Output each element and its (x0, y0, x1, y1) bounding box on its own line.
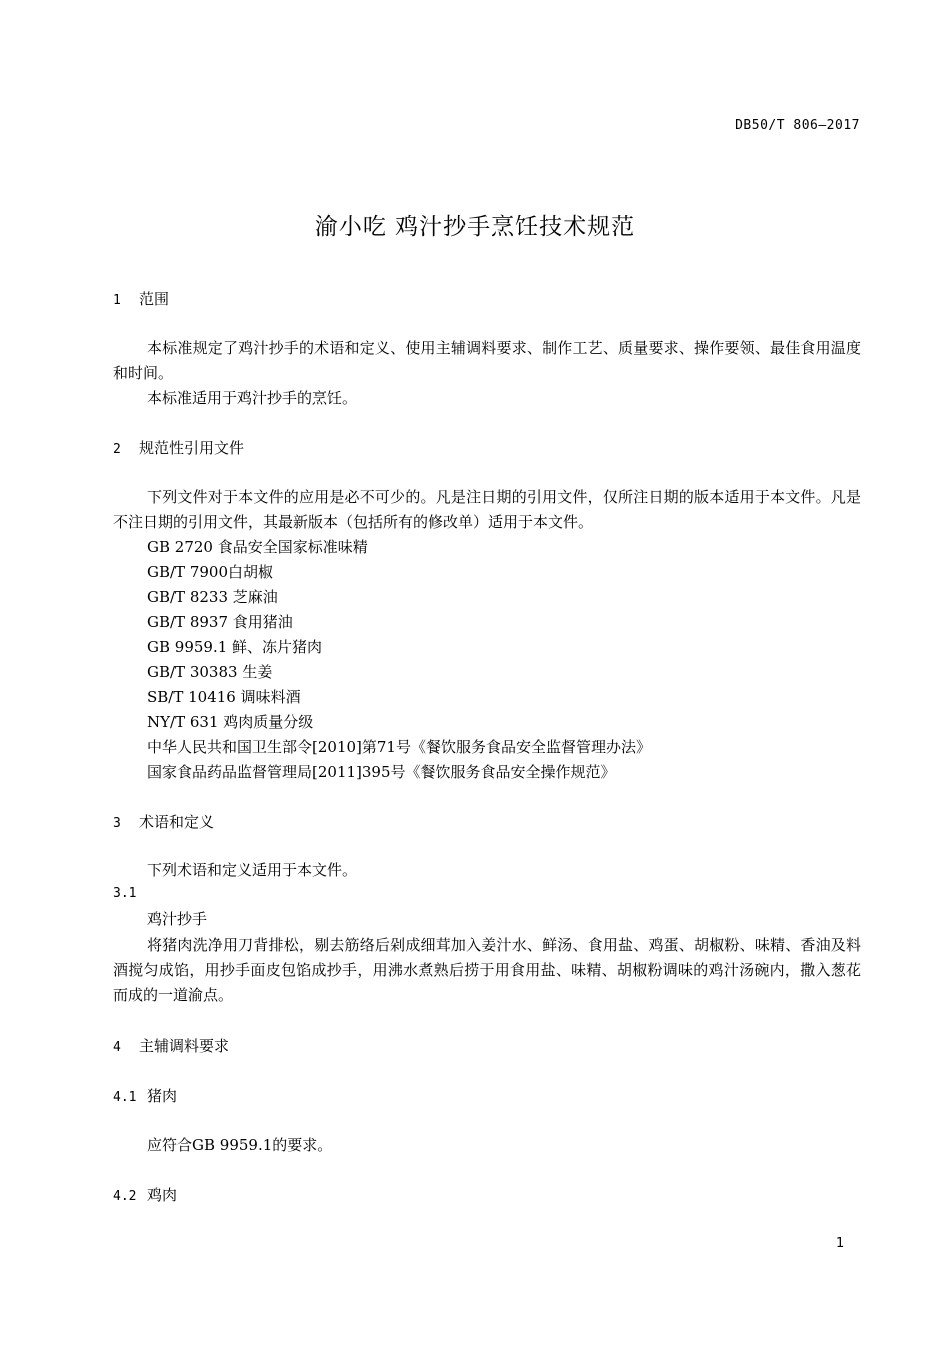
section-2-heading (113, 437, 244, 461)
reference-item: GB 9959.1 鲜、冻片猪肉 (147, 638, 323, 656)
section-title: 主辅调料要求 (139, 1037, 230, 1055)
section-3-heading (113, 811, 214, 835)
paragraph: 本标准规定了鸡汁抄手的术语和定义、使用主辅调料要求、制作工艺、质量要求、操作要领、最佳食用温度和时间。 (113, 339, 861, 382)
section-2-body (113, 485, 861, 785)
term-number: 3.1 (113, 886, 137, 901)
section-1-body (113, 336, 861, 411)
reference-item: 中华人民共和国卫生部令[2010]第71号《餐饮服务食品安全监督管理办法》 (147, 738, 651, 756)
reference-item: GB 2720 食品安全国家标准味精 (147, 538, 368, 556)
paragraph: 下列文件对于本文件的应用是必不可少的。凡是注日期的引用文件，仅所注日期的版本适用于本文件。凡是不注日期的引用文件，其最新版本（包括所有的修改单）适用于本文件。 (113, 488, 861, 531)
paragraph: 将猪肉洗净用刀背排松，剔去筋络后剁成细茸加入姜汁水、鲜汤、食用盐、鸡蛋、胡椒粉、味精、香油及料酒搅匀成馅，用抄手面皮包馅成抄手，用沸水煮熟后捞于用食用盐、味精、胡椒粉调味的鸡汁汤碗内，撒入葱花而成的一道渝点。 (113, 936, 861, 1004)
term-name: 鸡汁抄手 (147, 910, 208, 928)
subsection-number: 4.2 (113, 1189, 137, 1204)
subsection-4-1-heading (113, 1085, 177, 1109)
standard-code: DB50/T 806—2017 (735, 118, 860, 133)
section-1-heading (113, 288, 169, 312)
reference-item: 国家食品药品监督管理局[2011]395号《餐饮服务食品安全操作规范》 (147, 763, 616, 781)
section-title: 范围 (139, 290, 170, 308)
section-number: 2 (113, 442, 121, 457)
subsection-4-2-heading (113, 1184, 177, 1208)
paragraph: 本标准适用于鸡汁抄手的烹饪。 (147, 389, 358, 407)
term-definition (113, 933, 861, 1008)
page-number: 1 (836, 1236, 845, 1251)
document-title: 渝小吃 鸡汁抄手烹饪技术规范 (314, 214, 636, 240)
subsection-4-1-body (113, 1133, 861, 1158)
reference-item: GB/T 8233 芝麻油 (147, 588, 278, 606)
section-4-heading (113, 1035, 229, 1059)
section-number: 1 (113, 293, 121, 308)
section-number: 4 (113, 1040, 121, 1055)
paragraph: 应符合GB 9959.1的要求。 (147, 1136, 333, 1154)
paragraph: 下列术语和定义适用于本文件。 (147, 861, 358, 879)
subsection-number: 4.1 (113, 1090, 137, 1105)
reference-item: NY/T 631 鸡肉质量分级 (147, 713, 314, 731)
section-3-intro (113, 858, 861, 883)
subsection-title: 鸡肉 (147, 1186, 178, 1204)
reference-item: GB/T 30383 生姜 (147, 663, 273, 681)
section-number: 3 (113, 816, 121, 831)
subsection-title: 猪肉 (147, 1087, 178, 1105)
reference-item: SB/T 10416 调味料酒 (147, 688, 301, 706)
section-title: 术语和定义 (139, 813, 215, 831)
reference-item: GB/T 8937 食用猪油 (147, 613, 293, 631)
section-title: 规范性引用文件 (139, 439, 245, 457)
reference-item: GB/T 7900白胡椒 (147, 563, 274, 581)
